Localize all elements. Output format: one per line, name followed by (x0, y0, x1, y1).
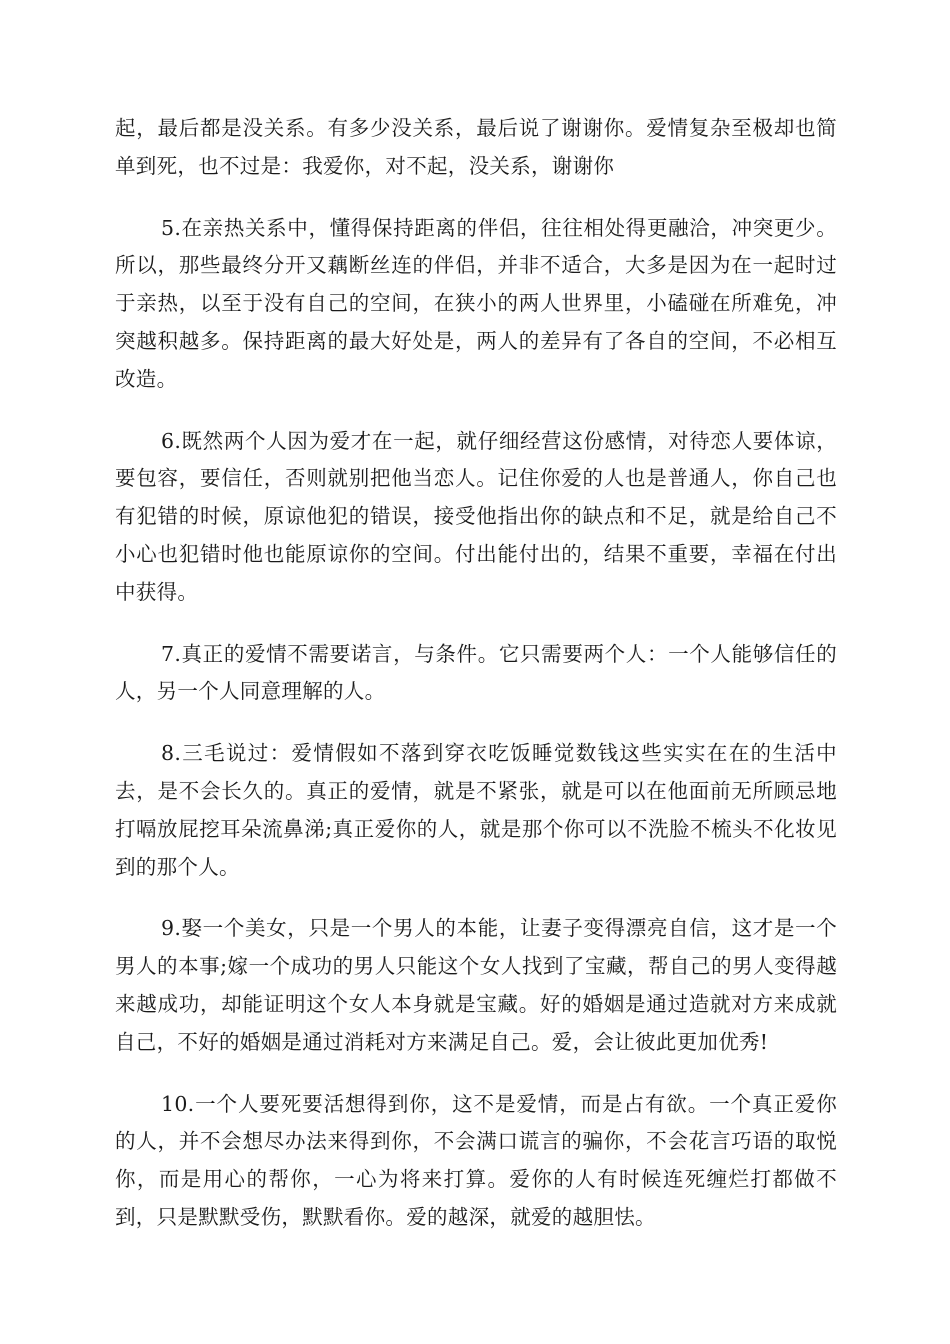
paragraph-item-5: 5.在亲热关系中，懂得保持距离的伴侣，往往相处得更融洽，冲突更少。所以，那些最终分开又藕断丝连的伴侣，并非不适合，大多是因为在一起时过于亲热，以至于没有自己的空间，在狭小的两人世界里，小磕碰在所难免，冲突越积越多。保持距离的最大好处是，两人的差异有了各自的空间，不必相互改造。 (115, 215, 837, 391)
document-body (115, 110, 837, 1237)
paragraph-item-7: 7.真正的爱情不需要诺言，与条件。它只需要两个人：一个人能够信任的人，另一个人同意理解的人。 (115, 641, 837, 704)
paragraph-item-9: 9.娶一个美女，只是一个男人的本能，让妻子变得漂亮自信，这才是一个男人的本事;嫁一个成功的男人只能这个女人找到了宝藏，帮自己的男人变得越来越成功，却能证明这个女人本身就是宝藏。好的婚姻是通过造就对方来成就自己，不好的婚姻是通过消耗对方来满足自己。爱，会让彼此更加优秀! (115, 916, 837, 1054)
paragraph-item-10: 10.一个人要死要活想得到你，这不是爱情，而是占有欲。一个真正爱你的人，并不会想尽办法来得到你，不会满口谎言的骗你，不会花言巧语的取悦你，而是用心的帮你，一心为将来打算。爱你的人有时候连死缠烂打都做不到，只是默默受伤，默默看你。爱的越深，就爱的越胆怯。 (115, 1091, 837, 1229)
paragraph-item-8: 8.三毛说过：爱情假如不落到穿衣吃饭睡觉数钱这些实实在在的生活中去，是不会长久的。真正的爱情，就是不紧张，就是可以在他面前无所顾忌地打嗝放屁挖耳朵流鼻涕;真正爱你的人，就是那个你可以不洗脸不梳头不化妆见到的那个人。 (115, 741, 837, 879)
paragraph-continuation: 起，最后都是没关系。有多少没关系，最后说了谢谢你。爱情复杂至极却也简单到死，也不过是：我爱你，对不起，没关系，谢谢你 (115, 116, 837, 178)
paragraph-item-6: 6.既然两个人因为爱才在一起，就仔细经营这份感情，对待恋人要体谅，要包容，要信任，否则就别把他当恋人。记住你爱的人也是普通人，你自己也有犯错的时候，原谅他犯的错误，接受他指出你的缺点和不足，就是给自己不小心也犯错时他也能原谅你的空间。付出能付出的，结果不重要，幸福在付出中获得。 (115, 428, 837, 604)
